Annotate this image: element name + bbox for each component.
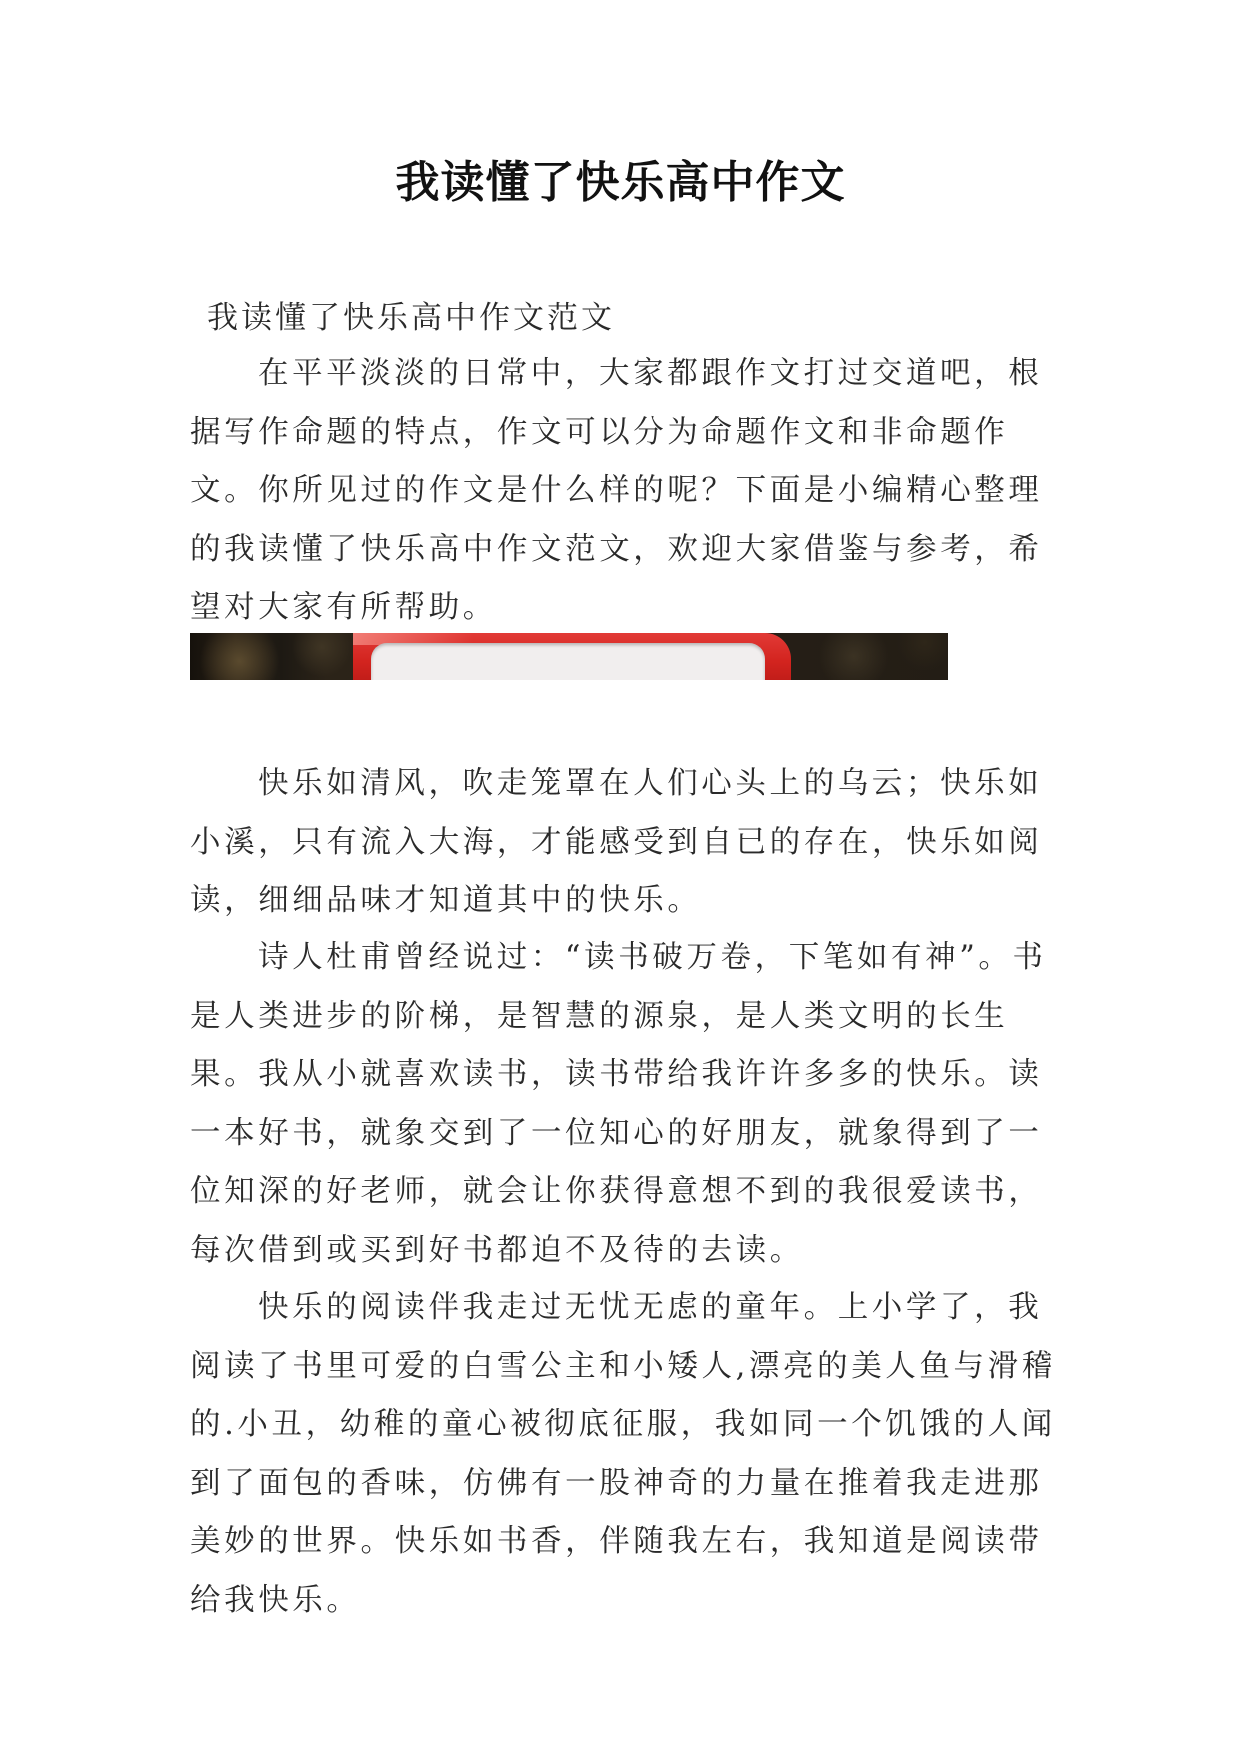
body-paragraph: 快乐如清风，吹走笼罩在人们心头上的乌云；快乐如小溪，只有流入大海，才能感受到自已的存在，快乐如阅读，细细品味才知道其中的快乐。 [190, 766, 1043, 918]
document-subtitle: 我读懂了快乐高中作文范文 [207, 300, 615, 336]
photo-white-panel [371, 643, 765, 680]
cropped-photo [190, 633, 948, 680]
photo-bokeh-right [791, 633, 948, 680]
body-paragraph: 快乐的阅读伴我走过无忧无虑的童年。上小学了，我阅读了书里可爱的白雪公主和小矮人,漂亮的美人鱼与滑稽的.小丑，幼稚的童心被彻底征服，我如同一个饥饿的人闻到了面包的香味，仿佛有一股神奇的力量在推着我走进那美妙的世界。快乐如书香，伴随我左右，我知道是阅读带给我快乐。 [190, 1290, 1056, 1618]
photo-bokeh-left [190, 633, 355, 680]
body-paragraph: 诗人杜甫曾经说过：“读书破万卷，下笔如有神”。书是人类进步的阶梯，是智慧的源泉，是人类文明的长生果。我从小就喜欢读书，读书带给我许许多多的快乐。读一本好书，就象交到了一位知心的好朋友，就象得到了一位知深的好老师，就会让你获得意想不到的我很爱读书，每次借到或买到好书都迫不及待的去读。 [190, 940, 1047, 1268]
intro-paragraph: 在平平淡淡的日常中，大家都跟作文打过交道吧，根据写作命题的特点，作文可以分为命题作文和非命题作文。你所见过的作文是什么样的呢？下面是小编精心整理的我读懂了快乐高中作文范文，欢迎大家借鉴与参考，希望对大家有所帮助。 [190, 356, 1043, 625]
document-title: 我读懂了快乐高中作文 [395, 157, 846, 208]
